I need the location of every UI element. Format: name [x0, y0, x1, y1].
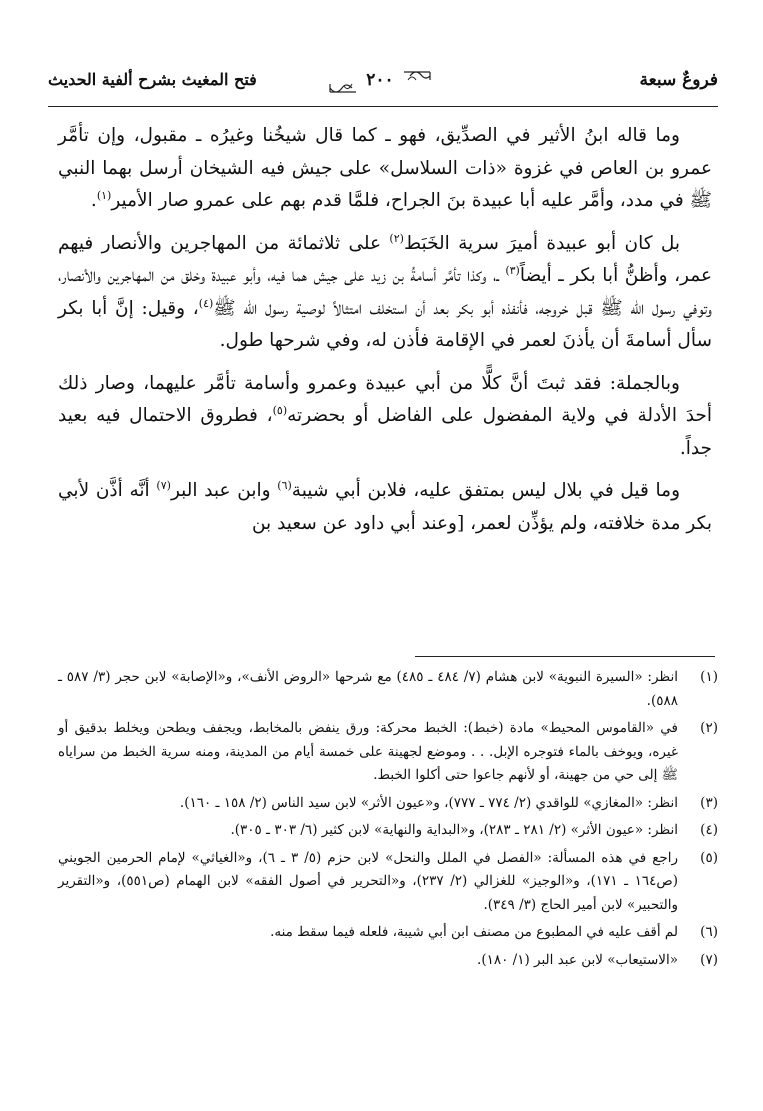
ornament-icon — [328, 66, 358, 98]
footnotes — [58, 666, 718, 976]
footnote — [58, 792, 718, 816]
book-title: فتح المغيث بشرح ألفية الحديث — [48, 70, 257, 89]
text-run: وما قيل في بلال ليس بمتفق عليه، فلابن أبي شيبة — [291, 480, 681, 501]
main-text — [58, 120, 712, 550]
paragraph — [58, 228, 712, 358]
footnote-text: انظر: «السيرة النبوية» لابن هشام (٧/ ٤٨٤ ـ ٤٨٥) مع شرحها «الروض الأنف»، و«الإصابة» لابن حجر (٣/ ٥٨٧ ـ ٥٨٨). — [58, 669, 678, 709]
text-run: وبالجملة: فقد ثبتَ أنَّ كلًّا من أبي عبيدة وعمرو وأسامة تأمَّر عليهما، وصار ذلك أحدَ الأدلة في ولاية المفضول على الفاضل أو بحضرته — [58, 372, 712, 426]
footnote-ref: (٥) — [272, 403, 288, 417]
footnote-ref: (٣) — [505, 263, 520, 277]
footnote-text: في «القاموس المحيط» مادة (خبط): الخبط محركة: ورق ينفض بالمخابط، ويجفف ويطحن ويخلط بدقيق أو غيره، ويوخف بالماء فتوجره الإبل. . . وموضع لجهينة على خمسة أيام من المدينة، ومنه سرية الخبط من سراياه ﷺ إلى حي من جهينة، أو لأنهم جاعوا حتى أكلوا الخبط. — [58, 720, 678, 783]
text-run: على ثلاثمائة من المهاجرين والأنصار فيهم عمر، وأظنُّ أبا بكر ـ أيضاً — [58, 232, 712, 286]
footnote-text: «الاستيعاب» لابن عبد البر (١/ ١٨٠). — [477, 951, 678, 968]
paragraph — [58, 475, 712, 540]
footnote-ref: (٤) — [198, 296, 214, 310]
text-run: ـ، وكذا تأمَّر أسامةُ بن زيد على جيش هما فيه، وأبو عبيدة وخلق من المهاجرين والأنصار، وتوفي رسول الله ﷺ قبل خروجه، فأنفذه أبو بكر بعد أن استخلف امتثالاً لوصية رسول الله ﷺ — [58, 265, 712, 319]
running-header — [48, 62, 718, 106]
footnote-text: راجع في هذه المسألة: «الفصل في الملل والنحل» لابن حزم (٥/ ٣ ـ ٦)، و«الغياثي» لإمام الحرمين الجويني (ص١٦٤ ـ ١٧١)، و«الوجيز» للغزالي (٢/ ٢٣٧)، و«التحرير في أصول الفقه» لابن الهمام (ص٥٥١)، و«التقرير والتحبير» لابن أمير الحاج (٣/ ٣٤٩). — [58, 849, 679, 913]
text-run: . — [90, 190, 97, 211]
footnote-number: (٤) — [700, 822, 718, 838]
ornament-icon — [402, 66, 432, 98]
footnote-number: (٧) — [700, 951, 718, 968]
page-number-box — [328, 66, 432, 98]
text-run: وابن عبد البر — [170, 480, 278, 501]
footnote-text: لم أقف عليه في المطبوع من مصنف ابن أبي شيبة، فلعله فيما سقط منه. — [270, 924, 678, 940]
footnote-divider — [415, 656, 715, 657]
footnote-ref: (٧) — [156, 478, 171, 492]
footnote — [58, 921, 718, 945]
footnote-number: (٥) — [700, 849, 718, 866]
chapter-title: فروعٌ سبعة — [639, 70, 718, 90]
paragraph — [58, 120, 712, 218]
text-run: ، فطروق الاحتمال فيه بعيد جداً. — [58, 405, 712, 459]
footnote-ref: (١) — [96, 188, 112, 202]
footnote-text: انظر: «المغازي» للواقدي (٢/ ٧٧٤ ـ ٧٧٧)، و«عيون الأثر» لابن سيد الناس (٢/ ١٥٨ ـ ١٦٠). — [179, 794, 678, 811]
text-run: ، وقيل: إنَّ أبا بكر سأل أسامةَ أن يأذنَ لعمر في الإقامة فأذن له، وفي شرحها طول. — [58, 297, 712, 351]
footnote-ref: (٢) — [389, 231, 404, 245]
footnote-text: انظر: «عيون الأثر» (٢/ ٢٨١ ـ ٢٨٣)، و«البداية والنهاية» لابن كثير (٦/ ٣٠٣ ـ ٣٠٥). — [230, 822, 678, 838]
text-run: بل كان أبو عبيدة أميرَ سرية الخَبَط — [403, 232, 680, 254]
footnote-number: (١) — [700, 669, 718, 685]
footnote — [58, 949, 718, 973]
page-number: ٢٠٠ — [366, 70, 394, 90]
paragraph — [58, 368, 712, 466]
footnote — [58, 819, 718, 843]
footnote-number: (٣) — [700, 794, 718, 811]
footnote-number: (٢) — [700, 720, 718, 736]
text-run: أنَّه أذَّن لأبي بكر مدة خلافته، ولم يؤذِّن لعمر، [وعند أبي داود عن سعيد بن — [58, 480, 712, 534]
footnote — [58, 666, 718, 713]
footnote — [58, 717, 718, 788]
text-run: وما قاله ابنُ الأثير في الصدِّيق، فهو ـ كما قال شيخُنا وغيرُه ـ مقبول، وإن تأمَّر عمرو بن العاص في غزوة «ذات السلاسل» على جيش فيه الشيخان أرسل بهما النبي ﷺ في مدد، وأمَّر عليه أبا عبيدة بنَ الجراح، فلمَّا قدم بهم على عمرو صار الأمير — [58, 125, 712, 211]
footnote — [58, 847, 718, 918]
footnote-ref: (٦) — [277, 478, 292, 492]
header-divider — [48, 106, 718, 107]
footnote-number: (٦) — [700, 924, 718, 940]
